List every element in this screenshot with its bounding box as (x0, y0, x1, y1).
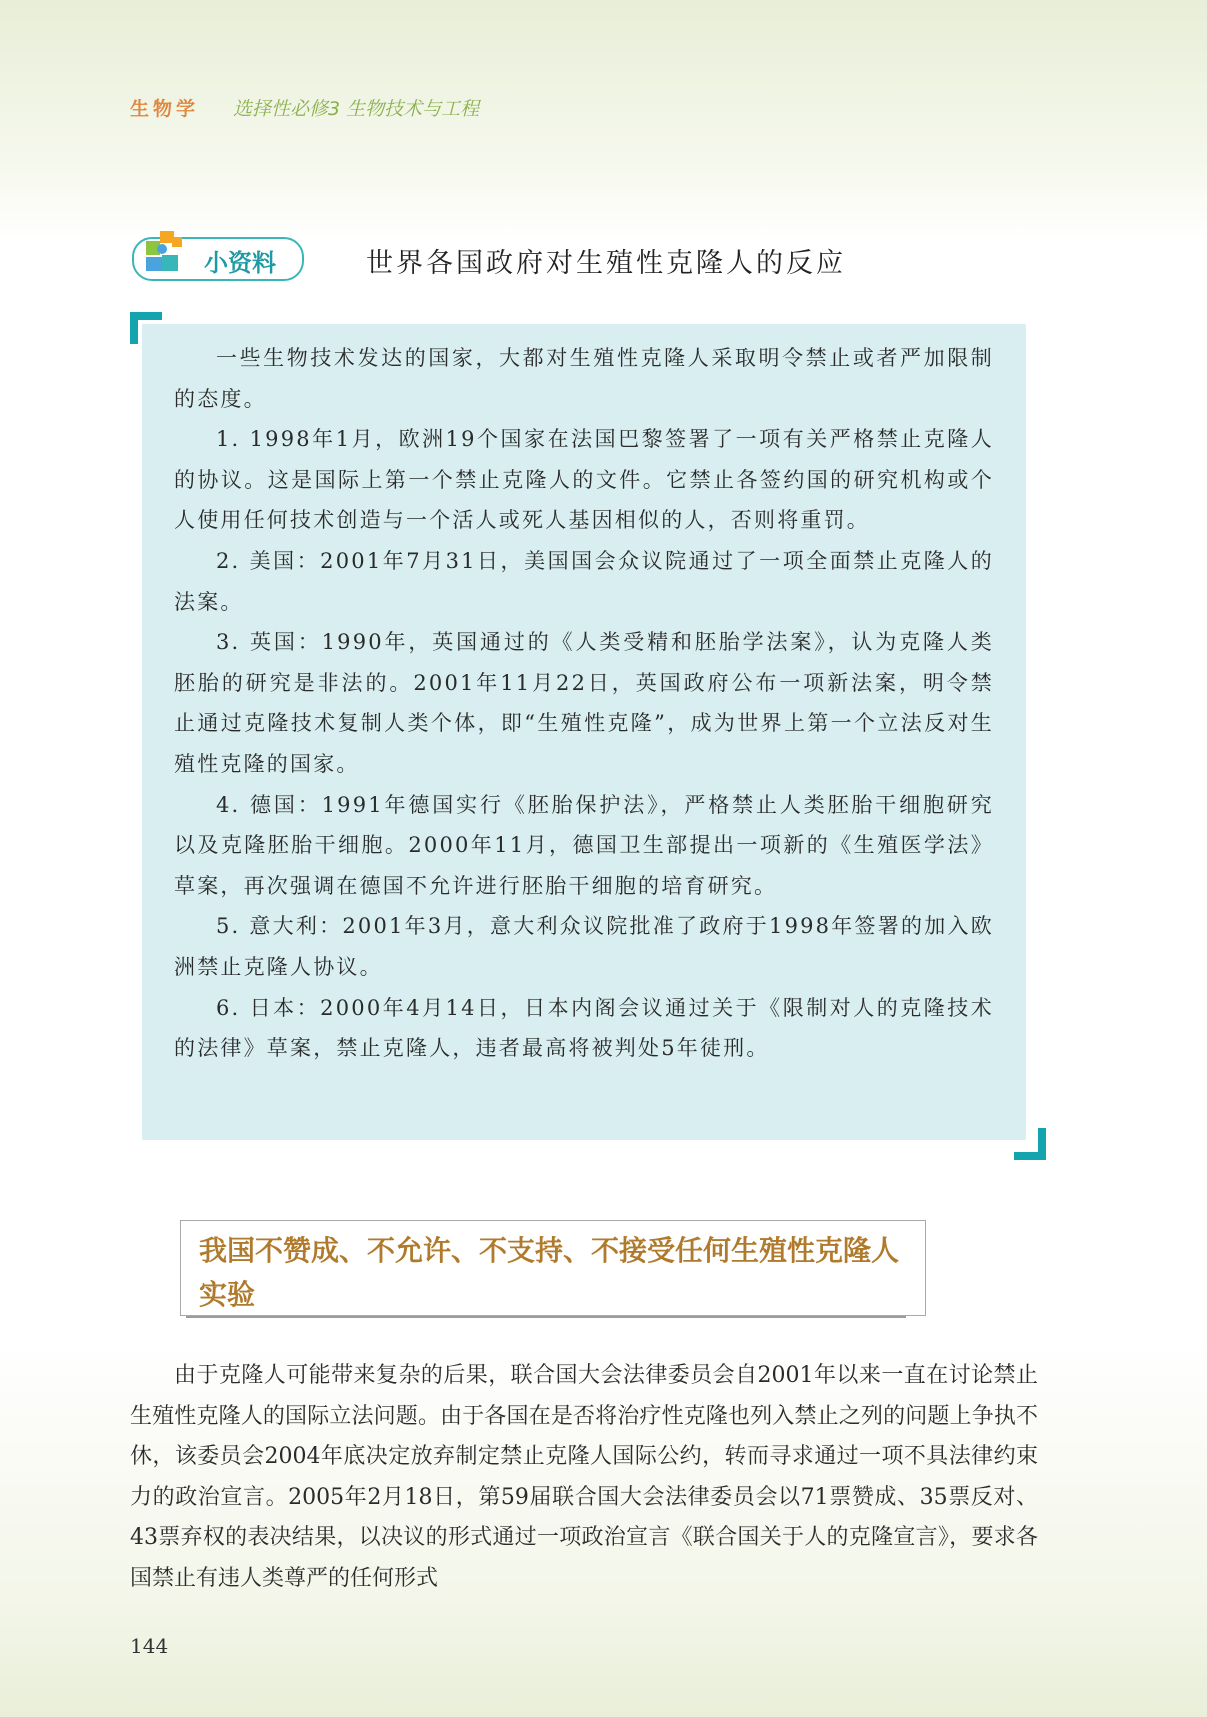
info-paragraph: 4. 德国：1991年德国实行《胚胎保护法》，严格禁止人类胚胎干细胞研究以及克隆胚胎干细胞。2000年11月，德国卫生部提出一项新的《生殖医学法》草案，再次强调在德国不允许进行胚胎干细胞的培育研究。 (174, 792, 994, 898)
corner-bracket-bottom-right (1014, 1128, 1046, 1160)
running-head-book: 选择性必修3 生物技术与工程 (233, 98, 480, 120)
info-paragraph: 5. 意大利：2001年3月，意大利众议院批准了政府于1998年签署的加入欧洲禁止克隆人协议。 (174, 914, 994, 979)
info-tag-label: 小资料 (204, 249, 276, 277)
info-tag (132, 237, 304, 281)
info-paragraph: 1. 1998年1月，欧洲19个国家在法国巴黎签署了一项有关严格禁止克隆人的协议。这是国际上第一个禁止克隆人的文件。它禁止各签约国的研究机构或个人使用任何技术创造与一个活人或死人基因相似的人，否则将重罚。 (174, 427, 994, 533)
puzzle-pieces-icon (144, 231, 192, 275)
info-box (142, 324, 1026, 1140)
running-head (130, 94, 479, 121)
info-paragraph: 一些生物技术发达的国家，大都对生殖性克隆人采取明令禁止或者严加限制的态度。 (174, 346, 994, 411)
sidebar-title: 世界各国政府对生殖性克隆人的反应 (366, 248, 846, 279)
info-paragraph: 3. 英国：1990年，英国通过的《人类受精和胚胎学法案》，认为克隆人类胚胎的研究是非法的。2001年11月22日，英国政府公布一项新法案，明令禁止通过克隆技术复制人类个体，即“生殖性克隆”，成为世界上第一个立法反对生殖性克隆的国家。 (174, 630, 994, 776)
info-paragraph: 2. 美国：2001年7月31日，美国国会众议院通过了一项全面禁止克隆人的法案。 (174, 548, 994, 614)
running-head-subject: 生物学 (130, 98, 200, 120)
section-heading: 我国不赞成、不允许、不支持、不接受任何生殖性克隆人实验 (199, 1234, 900, 1311)
section-heading-box (180, 1220, 926, 1316)
page-number: 144 (130, 1634, 169, 1658)
body-paragraph: 由于克隆人可能带来复杂的后果，联合国大会法律委员会自2001年以来一直在讨论禁止生殖性克隆人的国际立法问题。由于各国在是否将治疗性克隆也列入禁止之列的问题上争执不休，该委员会2004年底决定放弃制定禁止克隆人国际公约，转而寻求通过一项不具法律约束力的政治宣言。2005年2月18日，第59届联合国大会法律委员会以71票赞成、35票反对、43票弃权的表决结果，以决议的形式通过一项政治宣言《联合国关于人的克隆宣言》，要求各国禁止有违人类尊严的任何形式 (130, 1363, 1038, 1591)
info-paragraph: 6. 日本：2000年4月14日，日本内阁会议通过关于《限制对人的克隆技术的法律》草案，禁止克隆人，违者最高将被判处5年徒刑。 (174, 995, 994, 1061)
